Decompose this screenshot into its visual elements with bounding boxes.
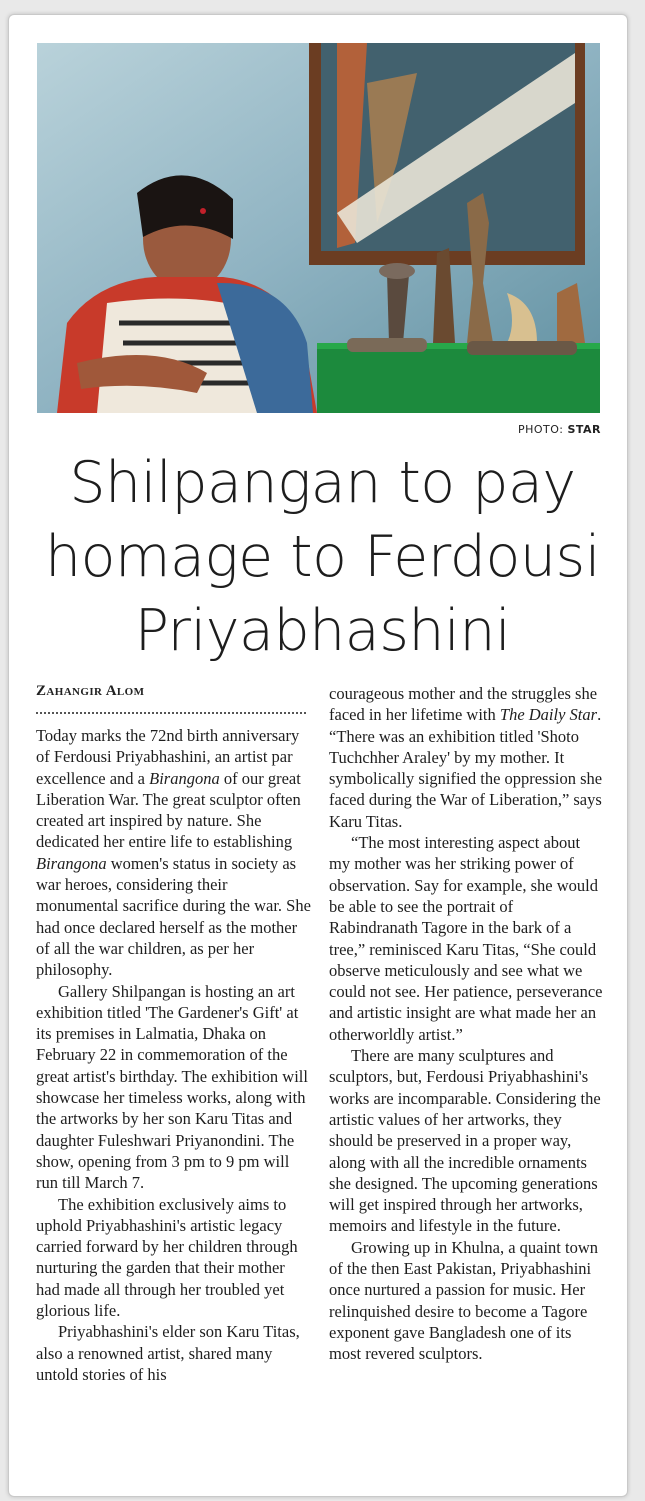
paragraph-1-text-c: women's status in society as war heroes, considering their monumental sacrifice during the war. She had once declared herself as the mother of all the war children, as per her philosophy. (36, 853, 311, 980)
paragraph-4: Priyabhashini's elder son Karu Titas, also a renowned artist, shared many untold stories of his (36, 1322, 300, 1384)
paragraph-5-text-a: courageous mother and the struggles she faced in her lifetime with (329, 684, 598, 725)
paragraph-1-emphasis-1: Birangona (149, 768, 220, 788)
paragraph-8: Growing up in Khulna, a quaint town of the then East Pakistan, Priyabhashini once nurtured a passion for music. Her relinquished desire to become a Tagore exponent gave Bangladesh one of its most revered sculptors. (329, 1237, 599, 1364)
paragraph-5-text-b: . “There was an exhibition titled 'Shoto Tuchchher Araley' by my mother. It symbolically signified the oppression she faced during the War of Liberation,” says Karu Titas. (329, 705, 603, 831)
paragraph-5-emphasis: The Daily Star (499, 705, 598, 725)
byline-dotted-rule (36, 712, 306, 714)
article-headline: Shilpangan to pay homage to Ferdousi Priyabhashini (44, 450, 601, 664)
photo-credit (518, 423, 601, 436)
photo-credit-prefix: PHOTO: (517, 423, 564, 436)
article-column-1 (36, 725, 311, 1385)
paragraph-6: “The most interesting aspect about my mother was her striking power of observation. Say for example, she would be able to see the portrait of Rabindranath Tagore in the bark of a tree,” reminisced Karu Titas, “She could observe meticulously and see what we could not see. Her patience, perseverance and artistic insight are what made her an otherworldly artist.” (329, 833, 603, 1044)
paragraph-5 (329, 683, 604, 832)
article-column-2 (329, 683, 604, 1365)
article-byline: Zahangir Alom (36, 683, 145, 699)
article-photo (37, 43, 600, 413)
photo-credit-source: STAR (567, 423, 601, 436)
paragraph-2: Gallery Shilpangan is hosting an art exhibition titled 'The Gardener's Gift' at its premises in Lalmatia, Dhaka on February 22 in commemoration of the great artist's birthday. The exhibition will showcase her timeless works, along with the artworks by her son Karu Titas and daughter Fuleshwari Priyanondini. The show, opening from 3 pm to 9 pm will run till March 7. (36, 981, 308, 1193)
paragraph-1 (36, 725, 311, 981)
photo-illustration (37, 43, 600, 413)
paragraph-3: The exhibition exclusively aims to uphold Priyabhashini's artistic legacy carried forward by her children through nurturing the garden that their mother had made all through her troubled yet glorious life. (36, 1194, 298, 1321)
paragraph-7: There are many sculptures and sculptors, but, Ferdousi Priyabhashini's works are incomparable. Considering the artistic values of her artworks, they should be preserved in a proper way, along with all the incredible ornaments she designed. The upcoming generations will get inspired through her artworks, memoirs and lifestyle in the future. (329, 1046, 601, 1236)
paragraph-1-text-b: of our great Liberation War. The great sculptor often created art inspired by nature. She dedicated her entire life to establishing (36, 768, 301, 852)
paragraph-1-emphasis-2: Birangona (36, 853, 107, 873)
paragraph-1-text-a: Today marks the 72nd birth anniversary of Ferdousi Priyabhashini, an artist par excellence and a (36, 726, 300, 788)
